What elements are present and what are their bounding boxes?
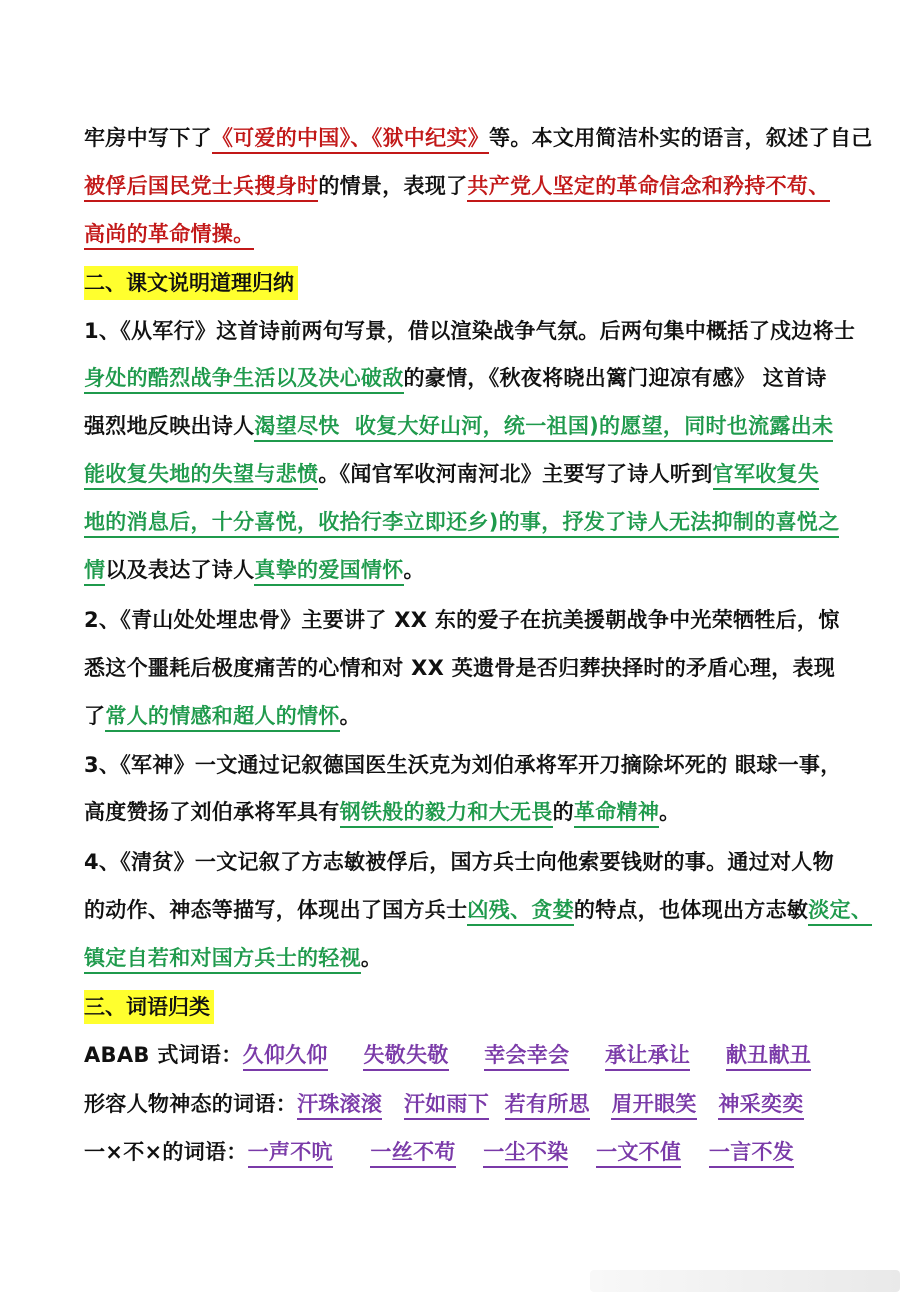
word-row-label: 形容人物神态的词语： xyxy=(84,1092,297,1116)
intro-line-1 xyxy=(84,123,874,153)
green-underlined-text: 官军收复失 xyxy=(713,462,820,490)
p2-line-3 xyxy=(84,701,874,731)
word-item: 献丑献丑 xyxy=(726,1043,811,1071)
word-item: 失敬失敬 xyxy=(363,1043,448,1071)
text: 3、《军神》一文通过记叙德国医生沃克为刘伯承将军开刀摘除坏死的 眼球一事， xyxy=(84,753,842,777)
word-item: 久仰久仰 xyxy=(243,1043,328,1071)
word-item: 幸会幸会 xyxy=(484,1043,569,1071)
text: 1、《从军行》这首诗前两句写景，借以渲染战争气氛。后两句集中概括了戍边将士 xyxy=(84,319,856,343)
green-underlined-text: 身处的酷烈战争生活以及决心破敌 xyxy=(84,366,404,394)
section-heading-3: 三、词语归类 xyxy=(84,990,214,1024)
p1-line-3 xyxy=(84,411,874,441)
text: 等。本文用简洁朴实的语言，叙述了自己 xyxy=(489,126,873,150)
word-item: 汗如雨下 xyxy=(404,1092,489,1120)
word-row-label: 一×不×的词语： xyxy=(84,1140,248,1164)
red-underlined-text: 共产党人坚定的革命信念和矜持不苟、 xyxy=(467,174,829,202)
green-underlined-text: 常人的情感和超人的情怀 xyxy=(105,704,339,732)
word-row-label: ABAB 式词语： xyxy=(84,1043,243,1067)
green-underlined-text: 钢铁般的毅力和大无畏 xyxy=(340,800,553,828)
green-underlined-text: 淡定、 xyxy=(808,898,872,926)
text: 2、《青山处处埋忠骨》主要讲了 XX 东的爱子在抗美援朝战争中光荣牺牲后，惊 xyxy=(84,608,840,632)
red-underlined-text: 高尚的革命情操。 xyxy=(84,222,254,250)
word-item: 一尘不染 xyxy=(483,1140,568,1168)
p4-line-1 xyxy=(84,847,874,877)
p3-line-2 xyxy=(84,797,874,827)
text: 。 xyxy=(339,704,361,728)
word-row-expression xyxy=(84,1089,874,1119)
text: 。 xyxy=(659,800,681,824)
red-underlined-text: 被俘后国民党士兵搜身时 xyxy=(84,174,318,202)
p1-line-5 xyxy=(84,507,874,537)
green-underlined-text: 革命精神 xyxy=(574,800,659,828)
text: 牢房中写下了 xyxy=(84,126,212,150)
text: 的 xyxy=(552,800,574,824)
p3-line-1 xyxy=(84,750,874,780)
text: 以及表达了诗人 xyxy=(105,558,255,582)
word-item: 若有所思 xyxy=(505,1092,590,1120)
intro-line-3 xyxy=(84,219,874,249)
p1-line-1 xyxy=(84,316,874,346)
p2-line-1 xyxy=(84,605,874,635)
p1-line-4 xyxy=(84,459,874,489)
bottom-fade-bar xyxy=(590,1270,900,1292)
text: 的情景，表现了 xyxy=(318,174,468,198)
text: 。 xyxy=(403,558,425,582)
p4-line-3 xyxy=(84,943,874,973)
intro-line-2 xyxy=(84,171,874,201)
section-heading-2: 二、课文说明道理归纳 xyxy=(84,266,298,300)
green-underlined-text: 镇定自若和对国方兵士的轻视 xyxy=(84,946,361,974)
p2-line-2 xyxy=(84,653,874,683)
green-underlined-text: 地的消息后，十分喜悦，收拾行李立即还乡)的事，抒发了诗人无法抑制的喜悦之 xyxy=(84,510,839,538)
text: 。《闻官军收河南河北》主要写了诗人听到 xyxy=(318,462,713,486)
word-item: 承让承让 xyxy=(605,1043,690,1071)
text: 4、《清贫》一文记叙了方志敏被俘后，国方兵士向他索要钱财的事。通过对人物 xyxy=(84,850,834,874)
word-row-abab xyxy=(84,1040,874,1070)
p1-line-2 xyxy=(84,363,874,393)
word-item: 神采奕奕 xyxy=(718,1092,803,1120)
green-underlined-text: 凶残、贪婪 xyxy=(467,898,574,926)
word-item: 一丝不苟 xyxy=(370,1140,455,1168)
word-item: 一声不吭 xyxy=(248,1140,333,1168)
green-underlined-text: 真挚的爱国情怀 xyxy=(254,558,403,586)
word-item: 一言不发 xyxy=(709,1140,794,1168)
text: 高度赞扬了刘伯承将军具有 xyxy=(84,800,340,824)
p1-line-6 xyxy=(84,555,874,585)
word-row-yi-bu xyxy=(84,1137,874,1167)
green-underlined-text: 情 xyxy=(84,558,105,586)
text: 的豪情，《秋夜将晓出篱门迎凉有感》 这首诗 xyxy=(403,366,827,390)
word-item: 一文不值 xyxy=(596,1140,681,1168)
text: 强烈地反映出诗人 xyxy=(84,414,255,438)
text: 的动作、神态等描写，体现出了国方兵士 xyxy=(84,898,468,922)
text: 了 xyxy=(84,704,106,728)
green-underlined-text: 渴望尽快 收复大好山河，统一祖国)的愿望，同时也流露出未 xyxy=(254,414,833,442)
text: 悉这个噩耗后极度痛苦的心情和对 XX 英遗骨是否归葬抉择时的矛盾心理，表现 xyxy=(84,656,836,680)
text: 的特点，也体现出方志敏 xyxy=(573,898,809,922)
p4-line-2 xyxy=(84,895,874,925)
word-item: 汗珠滚滚 xyxy=(297,1092,382,1120)
red-underlined-text: 《可爱的中国》、《狱中纪实》 xyxy=(212,126,489,154)
text: 。 xyxy=(360,946,383,970)
green-underlined-text: 能收复失地的失望与悲愤 xyxy=(84,462,318,490)
word-item: 眉开眼笑 xyxy=(611,1092,696,1120)
